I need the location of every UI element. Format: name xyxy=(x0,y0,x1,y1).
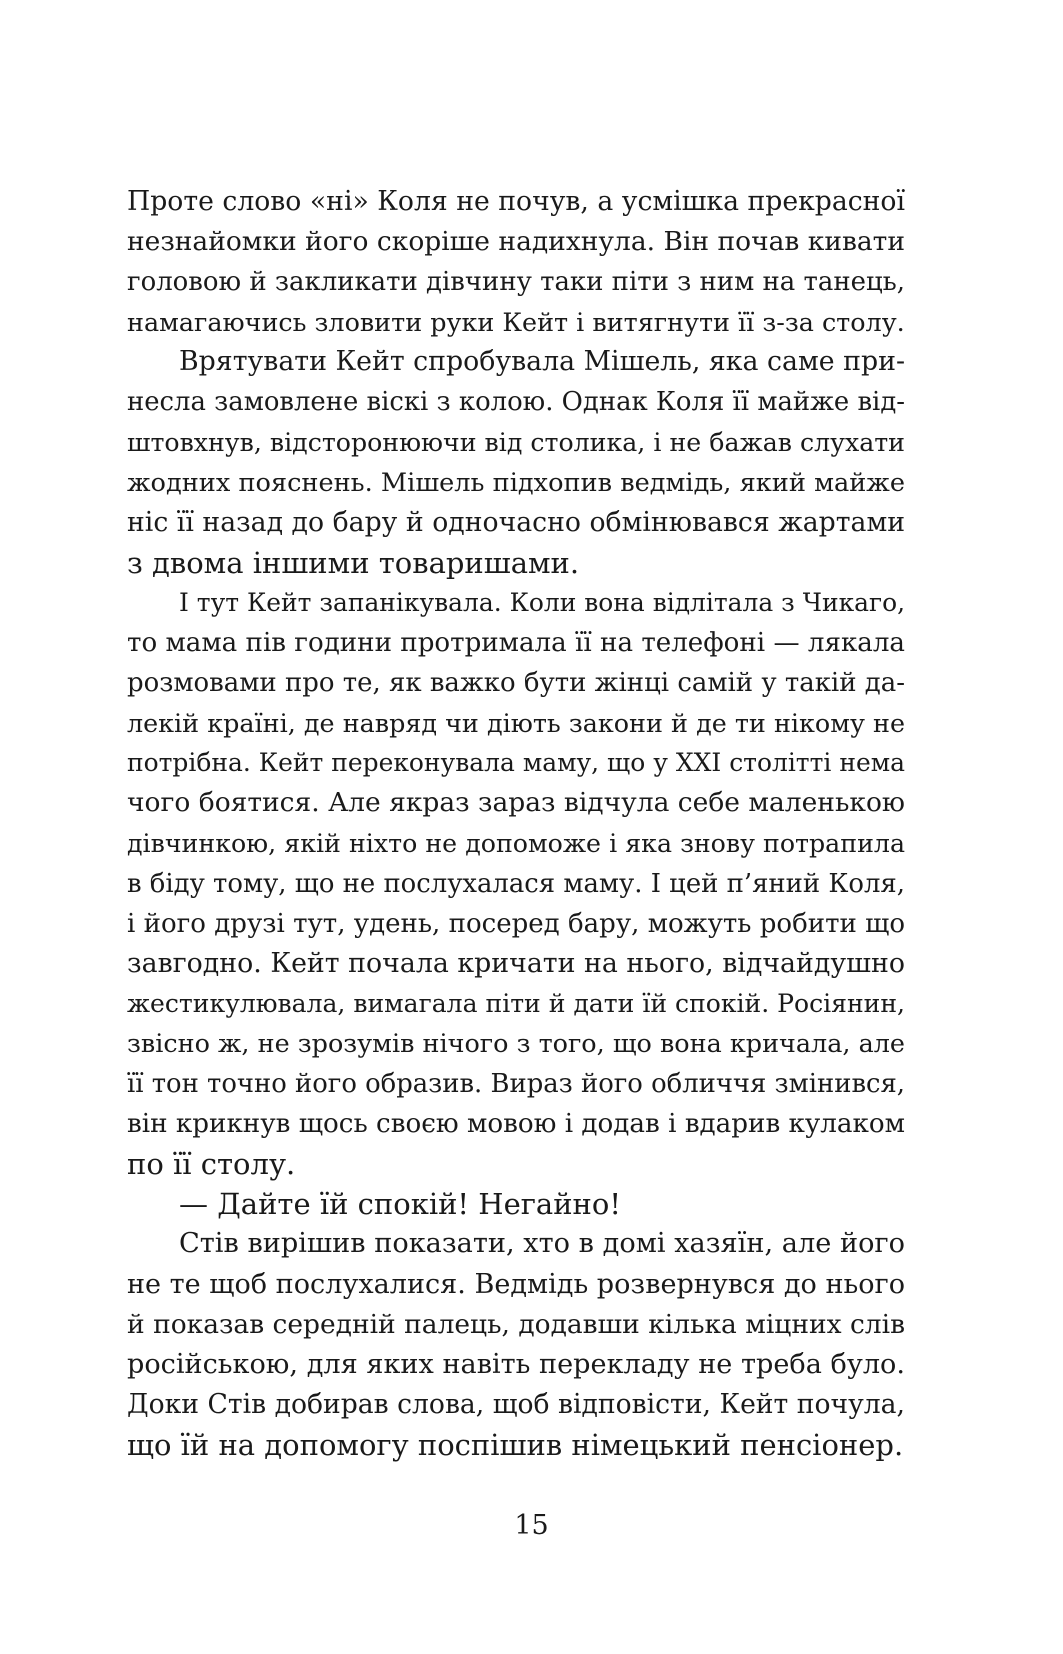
text-line: несла замовлене віскі з колою. Однак Коля її майже від- xyxy=(127,387,905,418)
text-line: потрібна. Кейт переконувала маму, що у XXI столітті нема xyxy=(127,748,905,778)
text-line: незнайомки його скоріше надихнула. Він почав кивати xyxy=(127,226,905,258)
text-line: звісно ж, не зрозумів нічого з того, що вона кричала, але xyxy=(127,1028,905,1059)
text-line: то мама пів години протримала її на телефоні — лякала xyxy=(127,628,905,659)
text-line: що їй на допомогу поспішив німецький пенсіонер. xyxy=(127,1427,904,1462)
text-line: чого боятися. Але якраз зараз відчула себе маленькою xyxy=(127,787,905,819)
text-line: і його друзі тут, удень, посеред бару, можуть робити що xyxy=(127,908,905,939)
text-line: в біду тому, що не послухалася маму. І цей п’яний Коля, xyxy=(127,868,905,899)
text-line: не те щоб послухалися. Ведмідь розвернувся до нього xyxy=(127,1268,906,1300)
text-line: жестикулювала, вимагала піти й дати їй спокій. Росіянин, xyxy=(127,988,905,1018)
text-line: розмовами про те, як важко бути жінці самій у такій да- xyxy=(127,668,905,699)
text-line: штовхнув, відсторонюючи від столика, і не бажав слухати xyxy=(127,427,905,457)
text-line: — Дайте їй спокій! Негайно! xyxy=(179,1187,621,1222)
text-line: її тон точно його образив. Вираз його обличчя змінився, xyxy=(127,1069,905,1100)
text-line: він крикнув щось своєю мовою і додав і вдарив кулаком xyxy=(127,1109,905,1140)
text-line: з двома іншими товаришами. xyxy=(127,545,580,580)
page-number: 15 xyxy=(514,1510,549,1541)
text-line: російською, для яких навіть перекладу не треба було. xyxy=(127,1348,905,1380)
text-line: Врятувати Кейт спробувала Мішель, яка саме при- xyxy=(179,346,905,378)
text-line: дівчинкою, якій ніхто не допоможе і яка знову потрапила xyxy=(127,828,905,858)
text-line: жодних пояснень. Мішель підхопив ведмідь, який майже xyxy=(127,467,905,498)
text-line: лекій країні, де навряд чи діють закони й де ти нікому не xyxy=(127,708,905,739)
text-line: Проте слово «ні» Коля не почув, а усмішка прекрасної xyxy=(127,186,905,217)
text-line: Стів вирішив показати, хто в домі хазяїн, але його xyxy=(179,1228,905,1260)
text-line: завгодно. Кейт почала кричати на нього, відчайдушно xyxy=(127,947,905,979)
text-line: Доки Стів добирав слова, щоб відповісти, Кейт почула, xyxy=(127,1388,905,1420)
text-line: по її столу. xyxy=(127,1147,296,1182)
body-text xyxy=(127,182,905,1465)
text-line: І тут Кейт запанікувала. Коли вона відлітала з Чикаго, xyxy=(179,587,905,617)
text-line: головою й закликати дівчину таки піти з ним на танець, xyxy=(127,267,906,298)
text-line: намагаючись зловити руки Кейт і витягнути її з-за столу. xyxy=(127,307,905,338)
text-line: й показав середній палець, додавши кілька міцних слів xyxy=(127,1308,905,1340)
text-line: ніс її назад до бару й одночасно обмінювався жартами xyxy=(127,506,905,538)
